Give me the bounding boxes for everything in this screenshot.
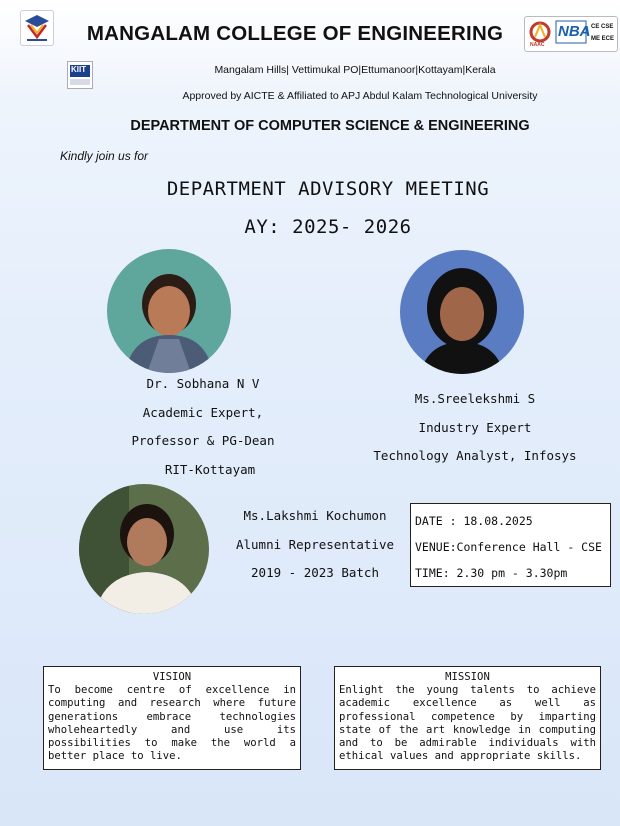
guest-role: Academic Expert, [142, 404, 264, 420]
event-time: TIME: 2.30 pm - 3.30pm [415, 566, 568, 580]
guest-title: Professor & PG-Dean [131, 433, 275, 448]
avatar [79, 484, 209, 614]
event-venue: VENUE:Conference Hall - CSE [415, 540, 602, 554]
guest-title: Technology Analyst, Infosys [373, 448, 577, 463]
program-badge-2: ME ECE [591, 36, 615, 42]
meeting-title: DEPARTMENT ADVISORY MEETING [166, 178, 490, 200]
guest-industry-expert [360, 385, 590, 471]
program-badge-1: CE CSE [591, 24, 614, 30]
approval-line: Approved by AICTE & Affiliated to APJ Abdul Kalam Technological University [182, 90, 538, 102]
guest-org: RIT-Kottayam [164, 461, 256, 477]
guest-name: Ms.Lakshmi Kochumon [243, 508, 387, 523]
guest-batch: 2019 - 2023 Batch [251, 565, 379, 580]
guest-role: Alumni Representative [235, 536, 395, 552]
guest-name: Dr. Sobhana N V [146, 376, 260, 391]
mission-title: MISSION [445, 671, 490, 683]
mission-text: Enlight the young talents to achieve academic excellence as well as professional competence by imparting state of the art knowledge in computing and to be admirable individuals with ethical values and appropriate skills. [339, 684, 596, 763]
guest-name: Ms.Sreelekshmi S [414, 391, 536, 406]
invite-text: Kindly join us for [60, 149, 149, 163]
avatar [400, 250, 524, 374]
avatar [107, 249, 231, 373]
department-name: DEPARTMENT OF COMPUTER SCIENCE & ENGINEERING [130, 118, 530, 134]
vision-box [43, 666, 301, 770]
event-details-box [410, 503, 611, 587]
guest-academic-expert [100, 370, 306, 484]
vision-title: VISION [152, 671, 192, 683]
event-date: DATE : 18.08.2025 [415, 514, 533, 528]
guest-alumni-representative [222, 502, 408, 588]
kiit-logo-text: KIIT [71, 65, 87, 74]
mission-box [334, 666, 601, 770]
kiit-logo-icon [67, 61, 93, 89]
guest-role: Industry Expert [418, 419, 532, 435]
college-address: Mangalam Hills| Vettimukal PO|Ettumanoor|Kottayam|Kerala [214, 64, 496, 76]
naac-nba-badge-icon [524, 16, 618, 52]
college-name: MANGALAM COLLEGE OF ENGINEERING [86, 22, 504, 45]
naac-label: NAAC [530, 42, 545, 48]
college-emblem-icon [20, 10, 54, 46]
vision-text: To become centre of excellence in computing and research where future generations embrace technologies wholeheartedly and use its possibilities to make the world a better place to live. [48, 684, 296, 763]
nba-label: NBA [558, 23, 591, 40]
academic-year: AY: 2025- 2026 [244, 216, 412, 238]
